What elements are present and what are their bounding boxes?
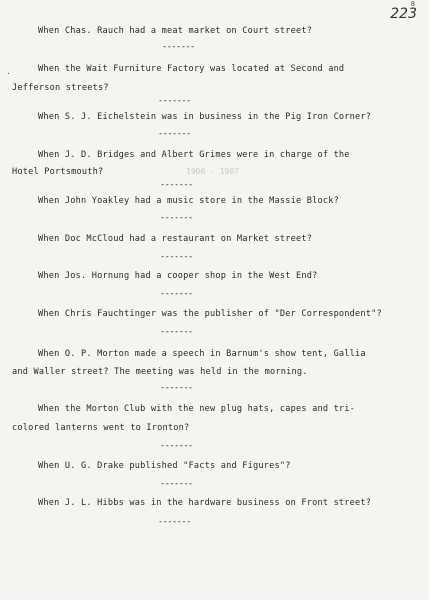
- separator: -------: [158, 517, 191, 527]
- separator: -------: [158, 96, 191, 106]
- question-line: When Jos. Hornung had a cooper shop in the West End?: [38, 271, 318, 281]
- question-line: When U. G. Drake published "Facts and Figures"?: [38, 461, 291, 471]
- stray-mark: .: [6, 67, 11, 76]
- question-line: When O. P. Morton made a speech in Barnum's show tent, Gallia: [38, 349, 366, 359]
- question-line: When the Morton Club with the new plug hats, capes and tri-: [38, 404, 356, 414]
- page-number: 223: [390, 6, 417, 22]
- question-line: When Chris Fauchtinger was the publisher of "Der Correspondent"?: [38, 309, 382, 319]
- question-line: Hotel Portsmouth?: [12, 167, 104, 177]
- faint-bleedthrough-text: 1906 - 1907: [186, 167, 239, 176]
- question-line: When S. J. Eichelstein was in business in the Pig Iron Corner?: [38, 112, 372, 122]
- question-line: When the Wait Furniture Factory was located at Second and: [38, 64, 345, 74]
- question-line: colored lanterns went to Ironton?: [12, 423, 190, 433]
- question-line: When Doc McCloud had a restaurant on Market street?: [38, 234, 313, 244]
- question-line: Jefferson streets?: [12, 83, 109, 93]
- question-line: When John Yoakley had a music store in the Massie Block?: [38, 196, 339, 206]
- separator: -------: [160, 479, 193, 489]
- separator: -------: [160, 441, 193, 451]
- separator: -------: [160, 213, 193, 223]
- question-line: When Chas. Rauch had a meat market on Court street?: [38, 26, 313, 36]
- question-line: and Waller street? The meeting was held in the morning.: [12, 367, 308, 377]
- separator: -------: [160, 327, 193, 337]
- corner-mark: 8: [410, 0, 415, 8]
- separator: -------: [160, 289, 193, 299]
- question-line: When J. L. Hibbs was in the hardware business on Front street?: [38, 498, 372, 508]
- separator: -------: [160, 252, 193, 262]
- separator: -------: [162, 42, 195, 52]
- separator: -------: [158, 129, 191, 139]
- question-line: When J. D. Bridges and Albert Grimes were in charge of the: [38, 150, 350, 160]
- separator: -------: [160, 383, 193, 393]
- separator: -------: [160, 180, 193, 190]
